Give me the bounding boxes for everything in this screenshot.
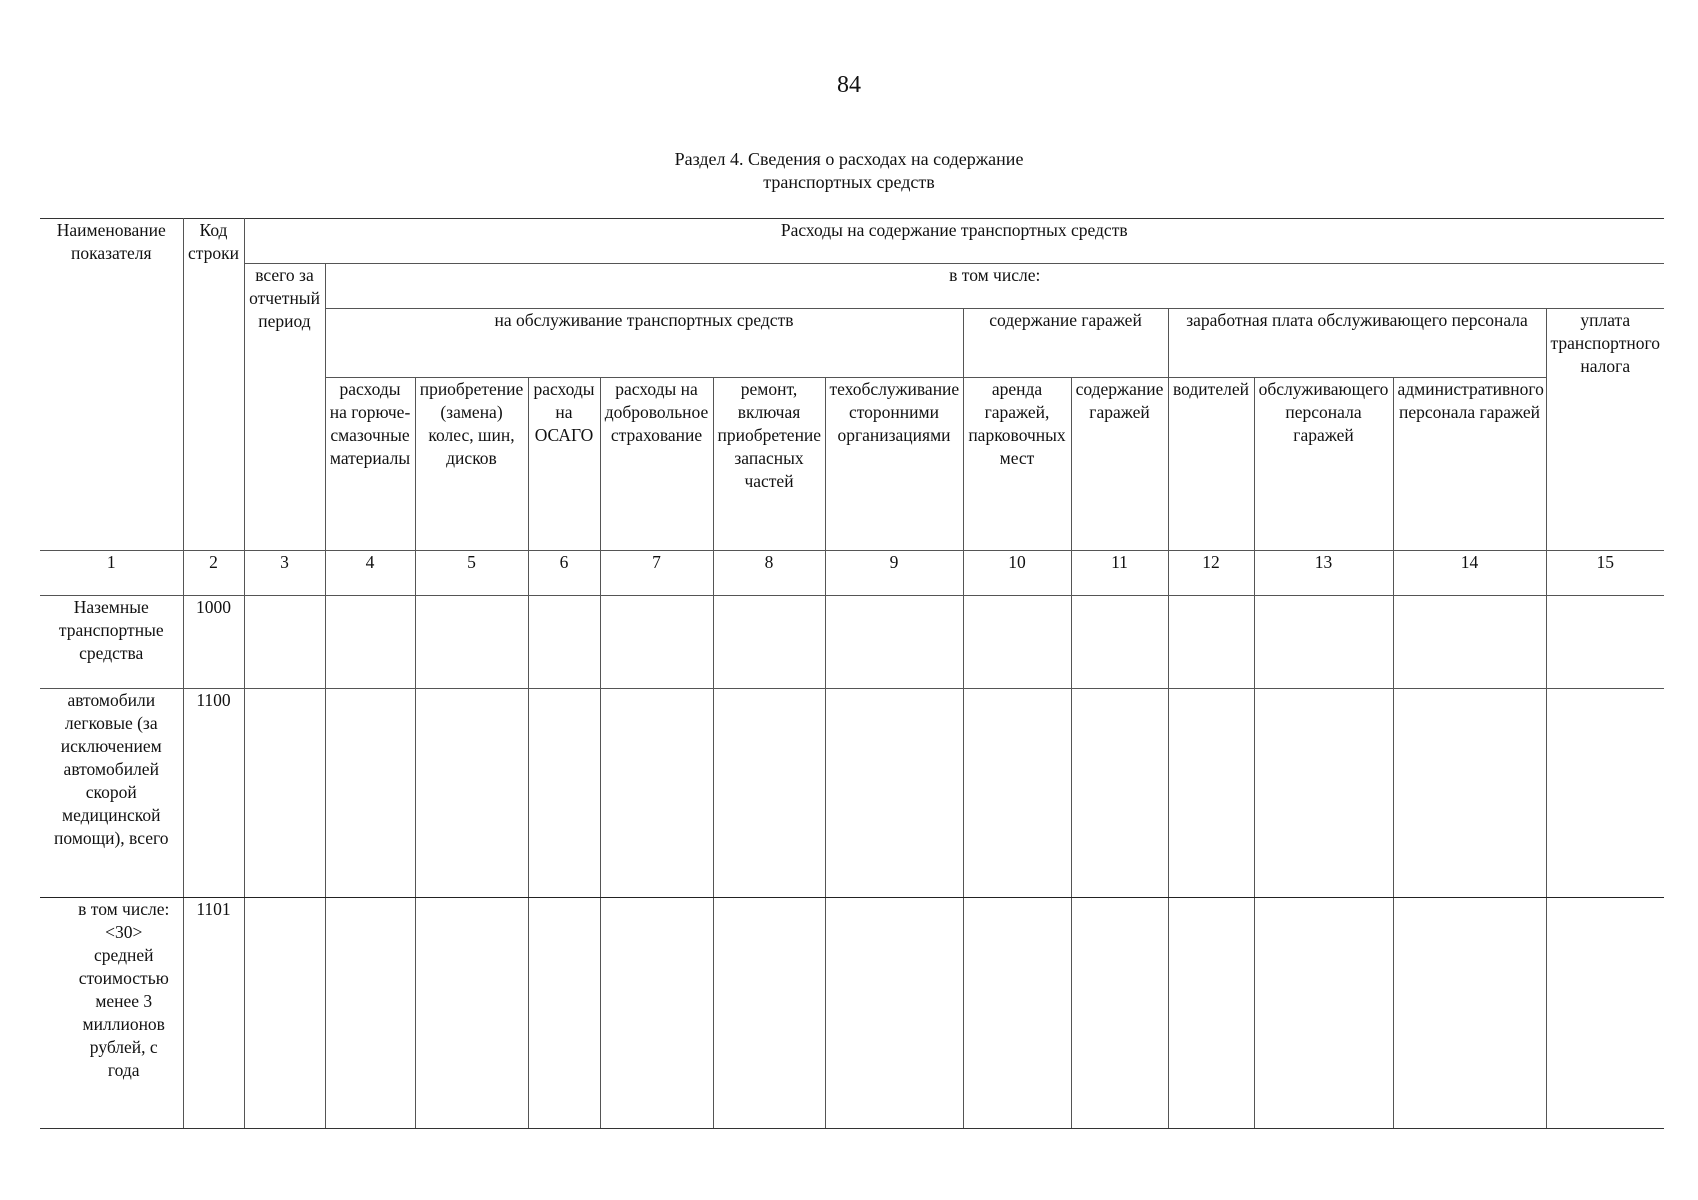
header-total-period: всего за отчетный период: [244, 264, 325, 551]
table-row: [40, 689, 1664, 898]
data-cell: [1546, 898, 1664, 1129]
data-cell: [1393, 898, 1546, 1129]
header-indicator-name: Наименование показателя: [40, 219, 183, 551]
page-number: 84: [837, 72, 861, 98]
section-title-line-2: транспортных средств: [763, 172, 935, 192]
section-title: [0, 148, 1698, 194]
data-cell: [713, 898, 825, 1129]
data-cell: [1168, 898, 1254, 1129]
header-voluntary-insurance: расходы на добровольное страхование: [600, 378, 713, 551]
data-cell: [1546, 596, 1664, 689]
data-cell: [963, 596, 1071, 689]
column-number: 4: [325, 551, 415, 596]
data-cell: [600, 596, 713, 689]
data-cell: [1168, 596, 1254, 689]
column-number: 1: [40, 551, 183, 596]
column-number: 6: [528, 551, 600, 596]
data-cell: [244, 596, 325, 689]
header-repair: ремонт, включая приобретение запасных частей: [713, 378, 825, 551]
column-number: 7: [600, 551, 713, 596]
header-garage-rent: аренда гаражей, парковочных мест: [963, 378, 1071, 551]
data-cell: [1254, 898, 1393, 1129]
data-cell: [963, 689, 1071, 898]
header-garage-service-staff: обслуживающего персонала гаражей: [1254, 378, 1393, 551]
data-cell: [325, 596, 415, 689]
header-garage-upkeep: содержание гаражей: [1071, 378, 1168, 551]
data-cell: [825, 596, 963, 689]
header-third-party-service: техобслуживание сторонними организациями: [825, 378, 963, 551]
column-number: 3: [244, 551, 325, 596]
data-cell: [528, 689, 600, 898]
column-number-row: [40, 551, 1664, 596]
data-cell: [825, 898, 963, 1129]
data-cell: [415, 898, 528, 1129]
column-number: 10: [963, 551, 1071, 596]
data-cell: [325, 898, 415, 1129]
data-cell: [244, 898, 325, 1129]
data-cell: [1393, 689, 1546, 898]
data-cell: [600, 898, 713, 1129]
data-cell: [415, 689, 528, 898]
column-number: 15: [1546, 551, 1664, 596]
data-cell: [713, 689, 825, 898]
header-line-code: Код строки: [183, 219, 244, 551]
header-garage-upkeep-group: содержание гаражей: [963, 309, 1168, 378]
data-cell: [1071, 596, 1168, 689]
data-cell: [244, 689, 325, 898]
header-staff-salary: заработная плата обслуживающего персонала: [1168, 309, 1546, 378]
header-vehicle-maintenance: на обслуживание транспортных средств: [325, 309, 963, 378]
header-including: в том числе:: [325, 264, 1664, 309]
row-code: 1000: [183, 596, 244, 689]
row-name: автомобили легковые (за исключением автомобилей скорой медицинской помощи), всего: [40, 689, 183, 898]
header-drivers: водителей: [1168, 378, 1254, 551]
column-number: 12: [1168, 551, 1254, 596]
column-number: 14: [1393, 551, 1546, 596]
data-cell: [1071, 689, 1168, 898]
table-row: [40, 898, 1664, 1129]
data-cell: [528, 898, 600, 1129]
data-cell: [713, 596, 825, 689]
row-code: 1101: [183, 898, 244, 1129]
data-cell: [825, 689, 963, 898]
column-number: 2: [183, 551, 244, 596]
data-cell: [1546, 689, 1664, 898]
header-osago: расходы на ОСАГО: [528, 378, 600, 551]
data-cell: [1393, 596, 1546, 689]
header-fuel-lubricants: расходы на горюче-смазочные материалы: [325, 378, 415, 551]
header-garage-admin-staff: административного персонала гаражей: [1393, 378, 1546, 551]
column-number: 13: [1254, 551, 1393, 596]
header-transport-expenses: Расходы на содержание транспортных средств: [244, 219, 1664, 264]
row-name: Наземные транспортные средства: [40, 596, 183, 689]
row-code: 1100: [183, 689, 244, 898]
data-cell: [325, 689, 415, 898]
row-name: в том числе: <30> средней стоимостью менее 3 миллионов рублей, с года: [40, 898, 183, 1129]
data-cell: [1254, 689, 1393, 898]
header-wheels-tires: приобретение (замена) колес, шин, дисков: [415, 378, 528, 551]
column-number: 9: [825, 551, 963, 596]
data-cell: [1071, 898, 1168, 1129]
data-cell: [600, 689, 713, 898]
table-row: [40, 596, 1664, 689]
column-number: 8: [713, 551, 825, 596]
data-cell: [528, 596, 600, 689]
column-number: 5: [415, 551, 528, 596]
header-transport-tax: уплата транспортного налога: [1546, 309, 1664, 551]
transport-expenses-table: [40, 218, 1664, 1129]
data-cell: [1168, 689, 1254, 898]
data-cell: [963, 898, 1071, 1129]
section-title-line-1: Раздел 4. Сведения о расходах на содержание: [674, 149, 1024, 169]
column-number: 11: [1071, 551, 1168, 596]
data-cell: [1254, 596, 1393, 689]
data-cell: [415, 596, 528, 689]
